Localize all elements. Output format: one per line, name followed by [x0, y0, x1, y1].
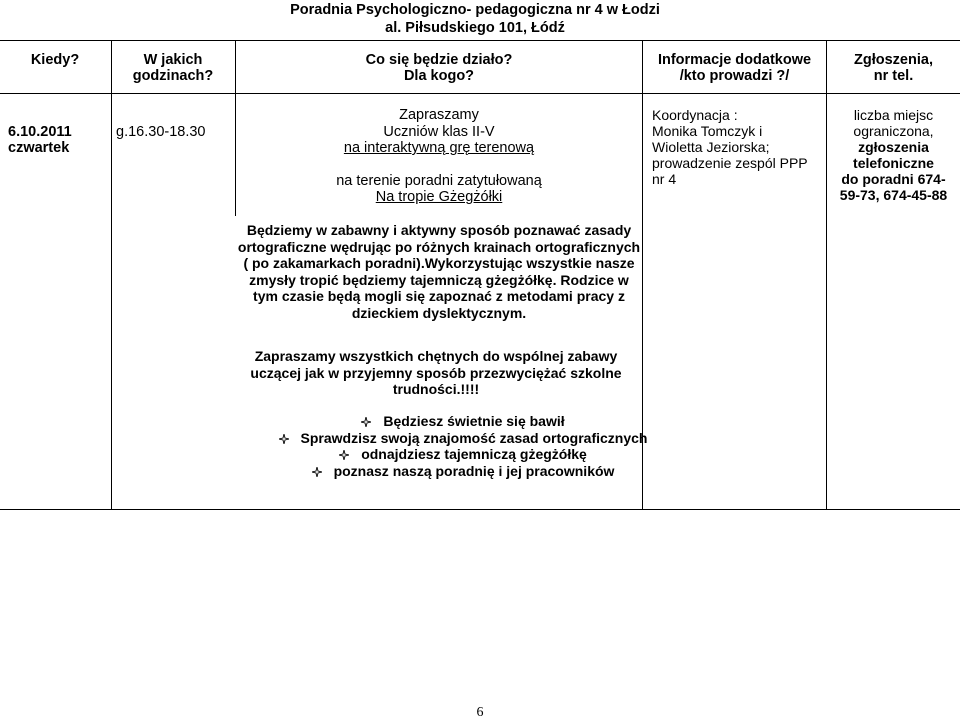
header-info-line2: /kto prowadzi ?/	[679, 68, 790, 84]
header-zgloszenia-line2: nr tel.	[873, 68, 914, 84]
event-description	[236, 107, 642, 206]
header-co-line1: Co się będzie działo?	[365, 52, 513, 68]
org-address: al. Piłsudskiego 101, Łódź	[385, 20, 565, 36]
list-item	[228, 463, 698, 480]
header-kiedy-text: Kiedy?	[30, 52, 80, 68]
invitation-line-3: trudności.!!!!	[392, 381, 480, 397]
four-diamond-bullet-icon	[339, 450, 349, 460]
header-kiedy	[10, 52, 100, 68]
signup-line-1: liczba miejsc	[853, 107, 934, 123]
event-audience-line: Uczniów klas II-V	[383, 123, 495, 140]
list-item	[228, 430, 698, 447]
info-line-3: Wioletta Jeziorska;	[652, 139, 770, 155]
org-name: Poradnia Psychologiczno- pedagogiczna nr 4 w Łodzi	[290, 2, 660, 18]
event-invite-line: Zapraszamy	[399, 107, 479, 123]
event-game-line: na interaktywną grę terenową	[343, 140, 535, 156]
four-diamond-bullet-icon	[361, 417, 371, 427]
header-info-line1: Informacje dodatkowe	[657, 52, 812, 68]
info-line-4: prowadzenie zespól PPP	[652, 155, 808, 171]
info-line-1: Koordynacja :	[652, 107, 738, 123]
description-paragraph	[236, 222, 642, 321]
info-line-5: nr 4	[652, 171, 677, 187]
description-line-4: zmysły tropić będziemy tajemniczą gżegżółkę. Rodzice w	[249, 271, 629, 288]
event-day-text: czwartek	[8, 140, 70, 156]
page-number: 6	[476, 705, 484, 720]
table-top-border	[0, 40, 960, 41]
list-item-text: Sprawdzisz swoją znajomość zasad ortograficznych	[300, 429, 648, 446]
list-item-text: poznasz naszą poradnię i jej pracowników	[333, 462, 615, 479]
signup-line-5: do poradni 674-	[841, 171, 946, 187]
benefits-list	[228, 413, 698, 479]
list-item	[228, 446, 698, 463]
four-diamond-bullet-icon	[312, 467, 322, 477]
event-date-text: 6.10.2011	[8, 124, 72, 140]
header-godziny	[112, 52, 234, 84]
list-item	[228, 413, 698, 430]
header-co	[236, 52, 642, 84]
event-time: g.16.30-18.30	[116, 124, 206, 140]
signup-line-2: ograniczona,	[853, 123, 934, 139]
signup-line-6: 59-73, 674-45-88	[839, 187, 948, 203]
list-item-text: Będziesz świetnie się bawił	[383, 413, 565, 429]
header-godziny-line2: godzinach?	[132, 68, 214, 84]
header-info	[643, 52, 826, 84]
header-co-line2: Dla kogo?	[403, 68, 475, 84]
event-date	[8, 124, 108, 156]
invitation-paragraph	[226, 348, 646, 398]
invitation-line-1: Zapraszamy wszystkich chętnych do wspólnej zabawy	[254, 348, 618, 364]
invitation-line-2: uczącej jak w przyjemny sposób przezwyciężać szkolne	[250, 364, 622, 381]
list-item-text: odnajdziesz tajemniczą gżegżółkę	[361, 446, 587, 462]
description-line-2: ortograficzne wędrując po różnych krainach ortograficznych	[237, 238, 641, 255]
event-signup	[827, 107, 960, 203]
header-zgloszenia	[827, 52, 960, 84]
description-line-3: ( po zakamarkach poradni).Wykorzystując wszystkie nasze	[243, 255, 635, 271]
four-diamond-bullet-icon	[279, 434, 289, 444]
description-line-6: dzieckiem dyslektycznym.	[351, 304, 527, 321]
event-location-line: na terenie poradni zatytułowaną	[336, 172, 542, 189]
signup-line-3: zgłoszenia	[858, 139, 929, 155]
table-header-bottom-border	[0, 93, 960, 94]
header-godziny-line1: W jakich	[143, 52, 203, 68]
signup-line-4: telefoniczne	[853, 155, 934, 171]
table-bottom-border	[0, 509, 960, 510]
event-info	[652, 107, 826, 187]
header-zgloszenia-line1: Zgłoszenia,	[854, 52, 933, 68]
event-title-line: Na tropie Gżegżółki	[375, 189, 503, 205]
info-line-2: Monika Tomczyk i	[652, 123, 763, 139]
description-line-1: Będziemy w zabawny i aktywny sposób poznawać zasady	[246, 222, 632, 238]
table-col-divider-1	[111, 40, 112, 509]
description-line-5: tym czasie będą mogli się zapoznać z metodami pracy z	[253, 288, 625, 304]
